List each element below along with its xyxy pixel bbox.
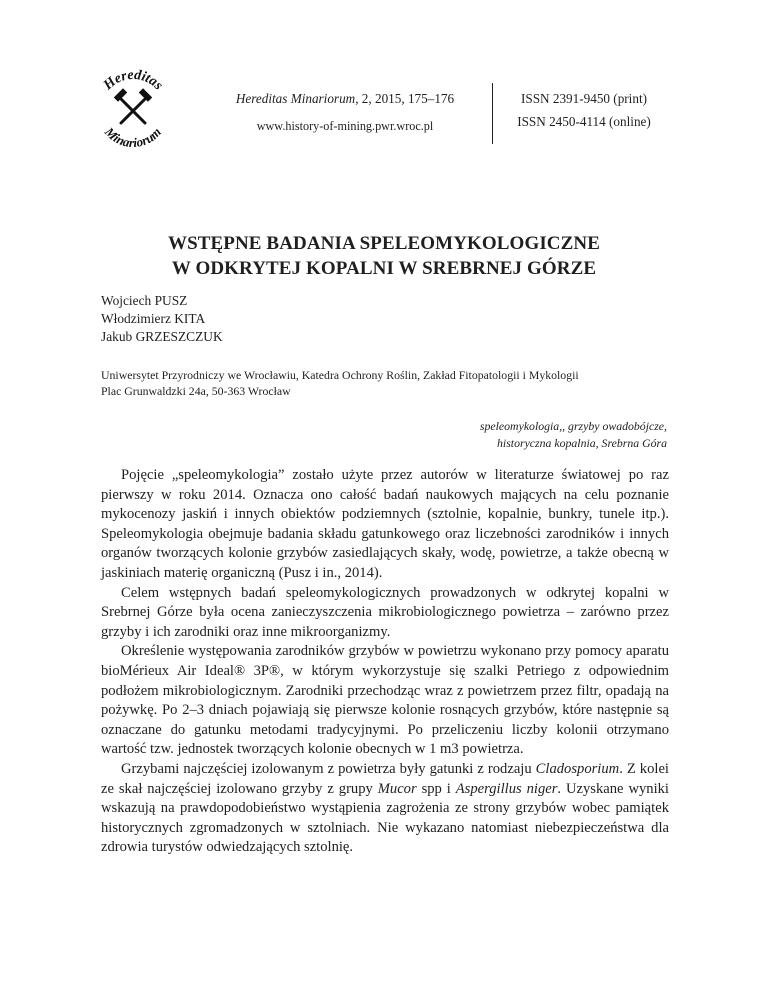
article-title: [80, 231, 688, 281]
svg-text:Hereditas: [100, 68, 166, 94]
journal-citation: [205, 91, 485, 107]
genus-mucor: Mucor: [377, 780, 417, 797]
keywords-line-1: speleomykologia,, grzyby owadobójcze,: [479, 419, 667, 433]
header-divider: [492, 83, 493, 144]
body-text-span: . Z kolei ze skał najczęściej izolowano grzyby z grupy: [101, 760, 669, 797]
logo-text-top: Hereditas: [100, 68, 166, 94]
body-text-span: . Uzyskane wyniki wskazują na prawdopodobieństwo wystąpienia zagrożenia ze strony grzybów wobec pamiątek historycznych zgromadzonych w sztolniach. Nie wykazano natomiast niebezpieczeństwa dla zdrowia turystów odwiedzających sztolnię.: [101, 780, 669, 856]
body-paragraph-4: [101, 760, 669, 858]
author-name: Jakub GRZESZCZUK: [101, 329, 223, 344]
issn-print: ISSN 2391-9450 (print): [520, 91, 647, 106]
journal-logo: [92, 68, 174, 150]
issn-online: ISSN 2450-4114 (online): [517, 114, 651, 129]
body-paragraph-3: Określenie występowania zarodników grzybów w powietrzu wykonano przy pomocy aparatu bioMérieux Air Ideal® 3P®, w którym wykorzystuje się szalki Petriego z odpowiednim podłożem mikrobiologicznym. Zarodniki przechodząc wraz z powietrzem przez filtr, opadają na pożywkę. Po 2–3 dniach pojawiają się pierwsze kolonie rosnących grzybów, które następnie są oznaczane do gatunku metodami tradycyjnymi. Po przeliczeniu liczby kolonii otrzymano wartość tzw. jednostek tworzących kolonie obecnych w 1 m3 powietrza.: [101, 643, 669, 758]
affiliation-line-1: Uniwersytet Przyrodniczy we Wrocławiu, Katedra Ochrony Roślin, Zakład Fitopatologii i Mykologii: [101, 368, 579, 382]
journal-name: Hereditas Minariorum: [235, 91, 356, 106]
affiliation-line-2: Plac Grunwaldzki 24a, 50-363 Wrocław: [101, 384, 291, 398]
genus-cladosporium: Cladosporium: [535, 760, 620, 777]
body-text-span: Grzybami najczęściej izolowanym z powietrza były gatunki z rodzaju: [121, 760, 536, 777]
journal-website[interactable]: www.history-of-mining.pwr.wroc.pl: [256, 119, 434, 133]
title-line-1: WSTĘPNE BADANIA SPELEOMYKOLOGICZNE: [167, 233, 601, 254]
title-line-2: W ODKRYTEJ KOPALNI W SREBRNEJ GÓRZE: [171, 258, 597, 279]
body-text-span: spp i: [416, 780, 456, 797]
journal-details: , 2, 2015, 175–176: [355, 91, 455, 106]
author-name: Włodzimierz KITA: [101, 311, 206, 326]
crossed-hammers-logo-icon: [92, 68, 174, 150]
body-paragraph-2: Celem wstępnych badań speleomykologicznych prowadzonych w odkrytej kopalni w Srebrnej Górze była ocena zanieczyszczenia mikrobiologicznego powietrza – zarówno przez grzyby i ich zarodniki oraz inne mikroorganizmy.: [101, 584, 669, 640]
author-name: Wojciech PUSZ: [101, 293, 188, 308]
logo-text-bottom: Minariorum: [102, 124, 164, 150]
keywords-line-2: historyczna kopalnia, Srebrna Góra: [497, 436, 667, 450]
svg-text:Minariorum: [101, 123, 164, 150]
article-body: [101, 466, 669, 858]
body-paragraph-1: Pojęcie „speleomykologia” zostało użyte przez autorów w literaturze światowej po raz pierwszy w roku 2014. Oznacza ono całość badań naukowych mających na celu poznanie mykocenozy jaskiń i innych obiektów podziemnych (sztolnie, kopalnie, bunkry, tunele itp.). Speleomykologia obejmuje badania składu gatunkowego oraz liczebności zarodników i innych organów tworzących kolonie grzybów zasiedlających skały, wodę, powietrze, a także obecną w jaskiniach materię organiczną (Pusz i in., 2014).: [101, 467, 669, 581]
species-aspergillus-niger: Aspergillus niger: [455, 780, 558, 797]
